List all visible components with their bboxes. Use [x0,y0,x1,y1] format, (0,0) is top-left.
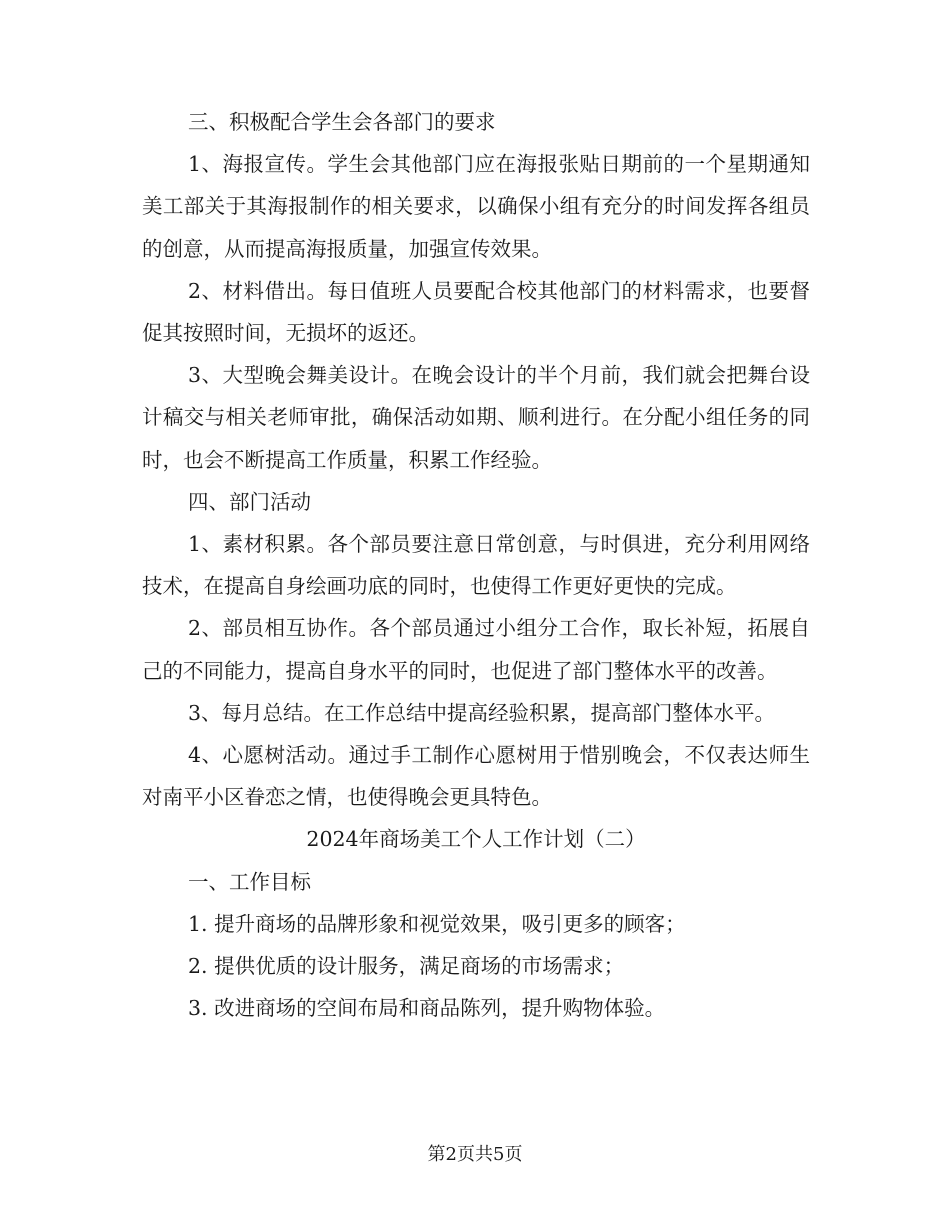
body-paragraph: 2、部员相互协作。各个部员通过小组分工合作，取长补短，拓展自己的不同能力，提高自身水平的同时，也促进了部门整体水平的改善。 [142,616,810,683]
body-paragraph: 1、素材积累。各个部员要注意日常创意，与时俱进，充分利用网络技术，在提高自身绘画功底的同时，也使得工作更好更快的完成。 [142,532,810,599]
body-paragraph: 1、海报宣传。学生会其他部门应在海报张贴日期前的一个星期通知美工部关于其海报制作的相关要求，以确保小组有充分的时间发挥各组员的创意，从而提高海报质量，加强宣传效果。 [142,152,810,261]
document-body [142,101,810,1029]
body-paragraph: 3、每月总结。在工作总结中提高经验积累，提高部门整体水平。 [188,700,776,725]
body-paragraph: 4、心愿树活动。通过手工制作心愿树用于惜别晚会，不仅表达师生对南平小区眷恋之情，也使得晚会更具特色。 [142,743,810,810]
page-number: 第2页共5页 [427,1144,523,1165]
document-title: 2024年商场美工个人工作计划（二） [306,827,646,852]
section-heading: 三、积极配合学生会各部门的要求 [188,110,496,134]
list-item: 1. 提升商场的品牌形象和视觉效果，吸引更多的顾客； [188,911,686,936]
body-paragraph: 3、大型晚会舞美设计。在晚会设计的半个月前，我们就会把舞台设计稿交与相关老师审批，确保活动如期、顺利进行。在分配小组任务的同时，也会不断提高工作质量，积累工作经验。 [142,363,810,472]
body-paragraph: 2、材料借出。每日值班人员要配合校其他部门的材料需求，也要督促其按照时间，无损坏的返还。 [142,278,810,346]
list-item: 2. 提供优质的设计服务，满足商场的市场需求； [188,954,625,979]
section-heading: 一、工作目标 [188,869,311,894]
list-item: 3. 改进商场的空间布局和商品陈列，提升购物体验。 [188,996,666,1021]
section-heading: 四、部门活动 [188,489,311,514]
